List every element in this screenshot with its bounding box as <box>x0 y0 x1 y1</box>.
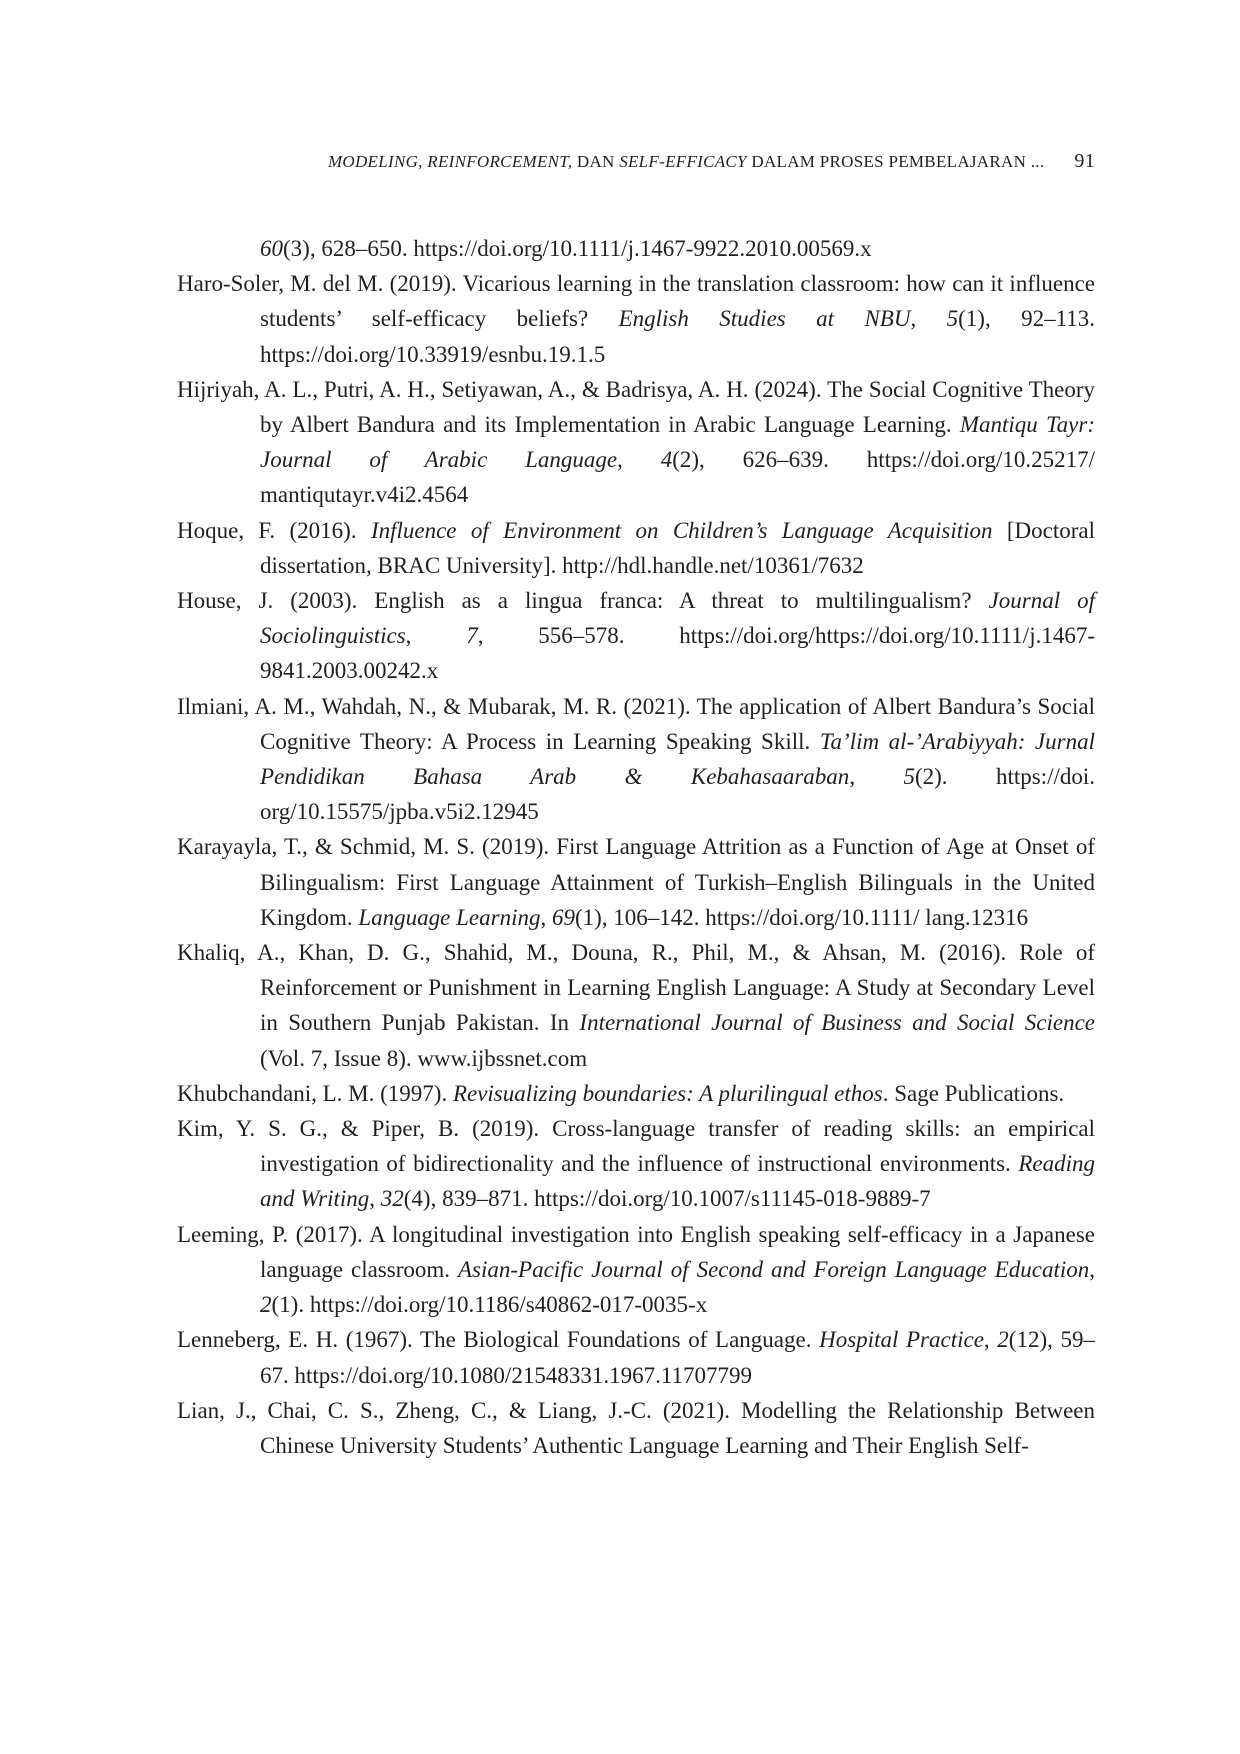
reference-italic-text: 60 <box>260 236 283 261</box>
reference-text: (1). https://doi.org/10.1186/s40862-017-0035-x <box>271 1292 708 1318</box>
reference-entry <box>177 231 1095 266</box>
reference-italic-text: 32 <box>380 1186 404 1212</box>
reference-entry <box>177 372 1095 513</box>
reference-italic-text: 7 <box>466 623 478 649</box>
reference-text: , <box>849 764 904 790</box>
reference-entry <box>177 1322 1095 1392</box>
reference-text: House, J. (2003). English as a lingua franca: A threat to multilingualism? <box>177 588 989 614</box>
reference-entry <box>177 266 1095 372</box>
reference-text: Karayayla, T., & Schmid, M. S. (2019). First Language Attrition as a Function of Age at Onset of Bilingualism: First Language Attainment of Turkish–English Bilinguals in the United Kingdom. <box>177 834 1095 930</box>
reference-italic-text: Mantiqu Tayr: Journal of Arabic Language <box>260 412 1095 473</box>
reference-text: Haro-Soler, M. del M. (2019). Vicarious learning in the translation classroom: how can it influence students’ self-efficacy beliefs? <box>177 271 1095 332</box>
reference-entry <box>177 583 1095 689</box>
reference-italic-text: 2 <box>260 1292 272 1318</box>
reference-entry <box>177 1217 1095 1323</box>
reference-text: Leeming, P. (2017). A longitudinal investigation into English speaking self-efficacy in a Japanese language classroom. <box>177 1221 1095 1282</box>
reference-text: , 556–578. https://doi.org/https://doi.org/10.1111/j.1467-9841.2003.00242.x <box>260 623 1095 684</box>
reference-entry <box>177 1076 1095 1111</box>
reference-italic-text: Revisualizing boundaries: A plurilingual ethos <box>452 1080 883 1106</box>
reference-entry <box>177 935 1095 1076</box>
reference-italic-text: Asian-Pacific Journal of Second and Foreign Language Education <box>458 1256 1090 1282</box>
reference-text: Hijriyah, A. L., Putri, A. H., Setiyawan, A., & Badrisya, A. H. (2024). The Social Cognitive Theory by Albert Bandura and its Implementation in Arabic Language Learning. <box>177 376 1095 438</box>
reference-italic-text: 69 <box>551 904 575 930</box>
reference-text: , <box>369 1186 381 1212</box>
reference-italic-text: 2 <box>997 1327 1009 1353</box>
reference-entry <box>177 689 1095 830</box>
reference-text: Lenneberg, E. H. (1967). The Biological Foundations of Language. <box>177 1327 820 1353</box>
reference-italic-text: English Studies at NBU <box>618 306 911 332</box>
reference-italic-text: Reading and Writing <box>260 1151 1095 1212</box>
reference-text: (Vol. 7, Issue 8). www.ijbssnet.com <box>260 1045 588 1071</box>
reference-text: (4), 839–871. https://doi.org/10.1007/s11145-018-9889-7 <box>403 1186 931 1212</box>
reference-text: Khubchandani, L. M. (1997). <box>177 1080 453 1106</box>
reference-text: . Sage Publications. <box>882 1080 1065 1106</box>
reference-text: (3), 628–650. https://doi.org/10.1111/j.1467-9922.2010.00569.x <box>283 236 872 261</box>
reference-italic-text: International Journal of Business and Social Science <box>579 1010 1095 1036</box>
reference-italic-text: Ta’lim al-’Arabiyyah: Jurnal Pendidikan Bahasa Arab & Kebahasaaraban <box>260 728 1095 790</box>
running-header <box>200 150 1095 176</box>
reference-text: (2). https://doi. org/10.15575/jpba.v5i2.12945 <box>260 764 1096 825</box>
reference-entry <box>177 829 1095 935</box>
reference-text: , <box>617 447 661 473</box>
reference-italic-text: Influence of Environment on Children’s Language Acquisition <box>370 517 993 543</box>
reference-entry <box>177 1111 1095 1217</box>
header-title-segment: DAN <box>572 152 620 171</box>
reference-italic-text: 5 <box>946 306 959 332</box>
reference-italic-text: Hospital Practice <box>819 1327 984 1353</box>
page-number: 91 <box>1074 150 1095 172</box>
reference-list <box>177 231 1095 1463</box>
reference-text: Lian, J., Chai, C. S., Zheng, C., & Liang, J.-C. (2021). Modelling the Relationship Between Chinese University Students’ Authentic Language Learning and Their English Self- <box>177 1397 1095 1458</box>
reference-entry <box>177 1393 1095 1463</box>
header-title-segment: SELF-EFFICACY <box>619 152 747 171</box>
reference-text: (12), 59–67. https://doi.org/10.1080/21548331.1967.11707799 <box>260 1327 1096 1388</box>
reference-text: Khaliq, A., Khan, D. G., Shahid, M., Douna, R., Phil, M., & Ahsan, M. (2016). Role of Reinforcement or Punishment in Learning English Language: A Study at Secondary Level in Southern Punjab Pakistan. In <box>177 940 1095 1036</box>
reference-text: (2), 626–639. https://doi.org/10.25217/ mantiqutayr.v4i2.4564 <box>260 447 1096 508</box>
reference-text: Hoque, F. (2016). <box>177 517 371 543</box>
reference-italic-text: Journal of Sociolinguistics <box>260 588 1095 649</box>
reference-text: (1), 106–142. https://doi.org/10.1111/ lang.12316 <box>574 904 1029 930</box>
reference-text: , <box>405 623 467 649</box>
reference-text: Kim, Y. S. G., & Piper, B. (2019). Cross-language transfer of reading skills: an empirical investigation of bidirectionality and the influence of instructional environments. <box>177 1116 1095 1177</box>
header-title-segment: MODELING, REINFORCEMENT, <box>327 152 573 171</box>
reference-italic-text: Language Learning <box>358 904 541 930</box>
reference-italic-text: 5 <box>903 764 915 790</box>
reference-text: , <box>1089 1256 1095 1282</box>
running-header-title <box>328 152 1044 172</box>
header-title-segment: DALAM PROSES PEMBELAJARAN ... <box>746 152 1045 171</box>
reference-italic-text: 4 <box>660 447 673 473</box>
reference-text: , <box>540 904 552 930</box>
reference-text: Ilmiani, A. M., Wahdah, N., & Mubarak, M. R. (2021). The application of Albert Bandura’s Social Cognitive Theory: A Process in Learning Speaking Skill. <box>177 693 1095 754</box>
reference-entry <box>177 513 1095 583</box>
reference-text: (1), 92–113. https://doi.org/10.33919/esnbu.19.1.5 <box>260 306 1096 367</box>
reference-text: , <box>910 306 947 332</box>
reference-text: , <box>983 1327 998 1353</box>
reference-text: [Doctoral dissertation, BRAC University]. http://hdl.handle.net/10361/7632 <box>260 517 1095 578</box>
